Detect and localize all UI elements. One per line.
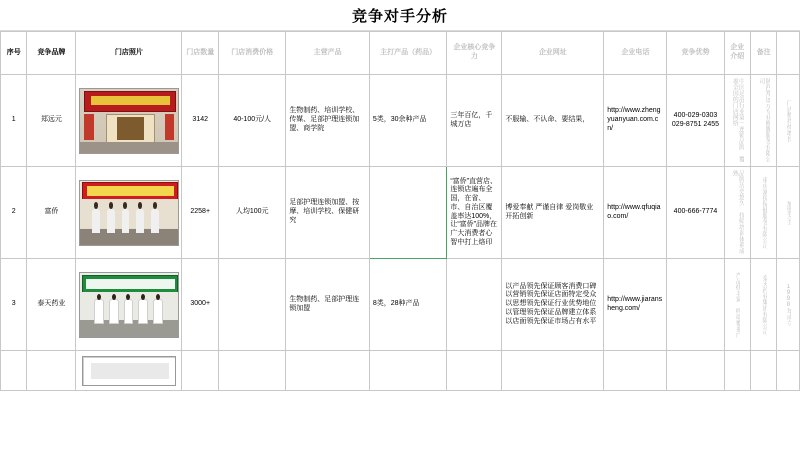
page-title: 竞争对手分析: [351, 7, 448, 25]
cell-advantage-text: 产品线丰富 终端覆盖广: [734, 271, 741, 338]
header-index: 序号: [1, 32, 27, 75]
header-note: [777, 32, 800, 75]
cell-advantage: [724, 351, 750, 391]
cell-price: 人均100元: [219, 167, 286, 259]
table-row: [1, 75, 800, 167]
header-store-count: 门店数量: [182, 32, 219, 75]
cell-core-competence: 以产品领先保证顾客消费口碑 以营销领先保证店面特定受众 以思想领先保证行业优势地位 以管理领先保证品牌建立体系 以店面领先保证市场占有水平: [502, 259, 604, 351]
cell-advantage: [724, 167, 750, 259]
cell-intro: [750, 351, 776, 391]
cell-note-text: 1998年成立: [785, 283, 792, 326]
table-row: [1, 167, 800, 259]
cell-key-products: [369, 351, 446, 391]
cell-note-text: 门店数持续增长: [785, 99, 792, 142]
header-core-competence: 企业网址: [502, 32, 604, 75]
cell-intro-text: 泰天药业集团有限公司: [760, 274, 767, 335]
table-row: [1, 351, 800, 391]
cell-telephone: 400-029-0303 029-8751 2455: [667, 75, 724, 167]
cell-website[interactable]: http://www.qfuqiao.com/: [604, 167, 667, 259]
cell-index: 1: [1, 75, 27, 167]
cell-telephone: 400-666-7774: [667, 167, 724, 259]
cell-photo: [76, 167, 182, 259]
cell-index: 3: [1, 259, 27, 351]
table-row: [1, 259, 800, 351]
cell-price: [219, 351, 286, 391]
cell-main-products: 生物制药、足部护理连锁加盟: [286, 259, 370, 351]
cell-main-products: [286, 351, 370, 391]
cell-note: [777, 259, 800, 351]
cell-core-competence: 博爱奉献 严谨自律 爱岗敬业 开拓创新: [502, 167, 604, 259]
cell-brand: 泰天药业: [27, 259, 76, 351]
cell-index: [1, 351, 27, 391]
cell-intro: [750, 167, 776, 259]
cell-telephone: [667, 351, 724, 391]
cell-brand-culture: [447, 351, 502, 391]
cell-intro-text: 重庆富侨保健服务有限公司: [760, 176, 767, 249]
cell-website[interactable]: http://www.jiaransheng.com/: [604, 259, 667, 351]
cell-core-competence: [502, 351, 604, 391]
cell-brand-culture: 三年百亿，千城万店: [447, 75, 502, 167]
header-photo: 门店照片: [76, 32, 182, 75]
cell-intro: [750, 75, 776, 167]
storefront-photo: [79, 272, 179, 338]
storefront-photo: [79, 88, 179, 154]
cell-main-products: 足部护理连锁加盟、按摩、培训学校、保健研究: [286, 167, 370, 259]
header-website: 企业电话: [604, 32, 667, 75]
cell-photo: [76, 259, 182, 351]
header-brand: 竞争品牌: [27, 32, 76, 75]
cell-store-count: [182, 351, 219, 391]
header-brand-culture: 企业核心竞争力: [447, 32, 502, 75]
cell-store-count: 3142: [182, 75, 219, 167]
cell-note: [777, 351, 800, 391]
banner-photo: [82, 356, 176, 386]
cell-brand-culture: [447, 259, 502, 351]
cell-brand: 富侨: [27, 167, 76, 259]
cell-intro: [750, 259, 776, 351]
cell-brand: [27, 351, 76, 391]
table-header-row: [1, 32, 800, 75]
cell-note: [777, 167, 800, 259]
cell-advantage: [724, 259, 750, 351]
cell-main-products: 生物制药、培训学校、传媒、足部护理连锁加盟、商学院: [286, 75, 370, 167]
cell-core-competence: 不服输、不认命、要结果，: [502, 75, 604, 167]
competitor-analysis-table: [0, 31, 800, 391]
cell-website[interactable]: http://www.zhengyuanyuan.com.cn/: [604, 75, 667, 167]
header-intro: 备注: [750, 32, 776, 75]
cell-note: [777, 75, 800, 167]
cell-key-products[interactable]: [369, 167, 446, 259]
cell-intro-text: 陕西郑远元专业修脚服务有限公司: [757, 77, 771, 162]
cell-brand-culture: “富侨”直营店、连锁店遍布全国，在省、市、自治区覆盖率达100%，让“富侨”品牌在广大消费者心智中打上烙印: [447, 167, 502, 259]
header-key-products: 主打产品（药品）: [369, 32, 446, 75]
cell-photo: [76, 75, 182, 167]
cell-advantage: [724, 75, 750, 167]
cell-price: 40-100元/人: [219, 75, 286, 167]
cell-price: [219, 259, 286, 351]
header-price: 门店消费价格: [219, 32, 286, 75]
header-main-products: 主营产品: [286, 32, 370, 75]
cell-store-count: 3000+: [182, 259, 219, 351]
cell-brand: 郑远元: [27, 75, 76, 167]
cell-advantage-text: 中国足浴行业第一连锁品牌 覆盖全国的门店网络: [731, 77, 744, 162]
cell-telephone: [667, 259, 724, 351]
cell-photo: [76, 351, 182, 391]
cell-advantage-text: 品牌历史悠久 技师培训体系成熟: [731, 169, 744, 254]
header-advantage: 企业介绍: [724, 32, 750, 75]
storefront-photo: [79, 180, 179, 246]
cell-key-products: 8类，28种产品: [369, 259, 446, 351]
cell-website: [604, 351, 667, 391]
cell-key-products: 5类，30余种产品: [369, 75, 446, 167]
cell-store-count: 2258+: [182, 167, 219, 259]
cell-index: 2: [1, 167, 27, 259]
document-title-bar: [0, 0, 800, 31]
cell-note-text: 加盟为主: [785, 200, 792, 225]
header-telephone: 竞争优势: [667, 32, 724, 75]
